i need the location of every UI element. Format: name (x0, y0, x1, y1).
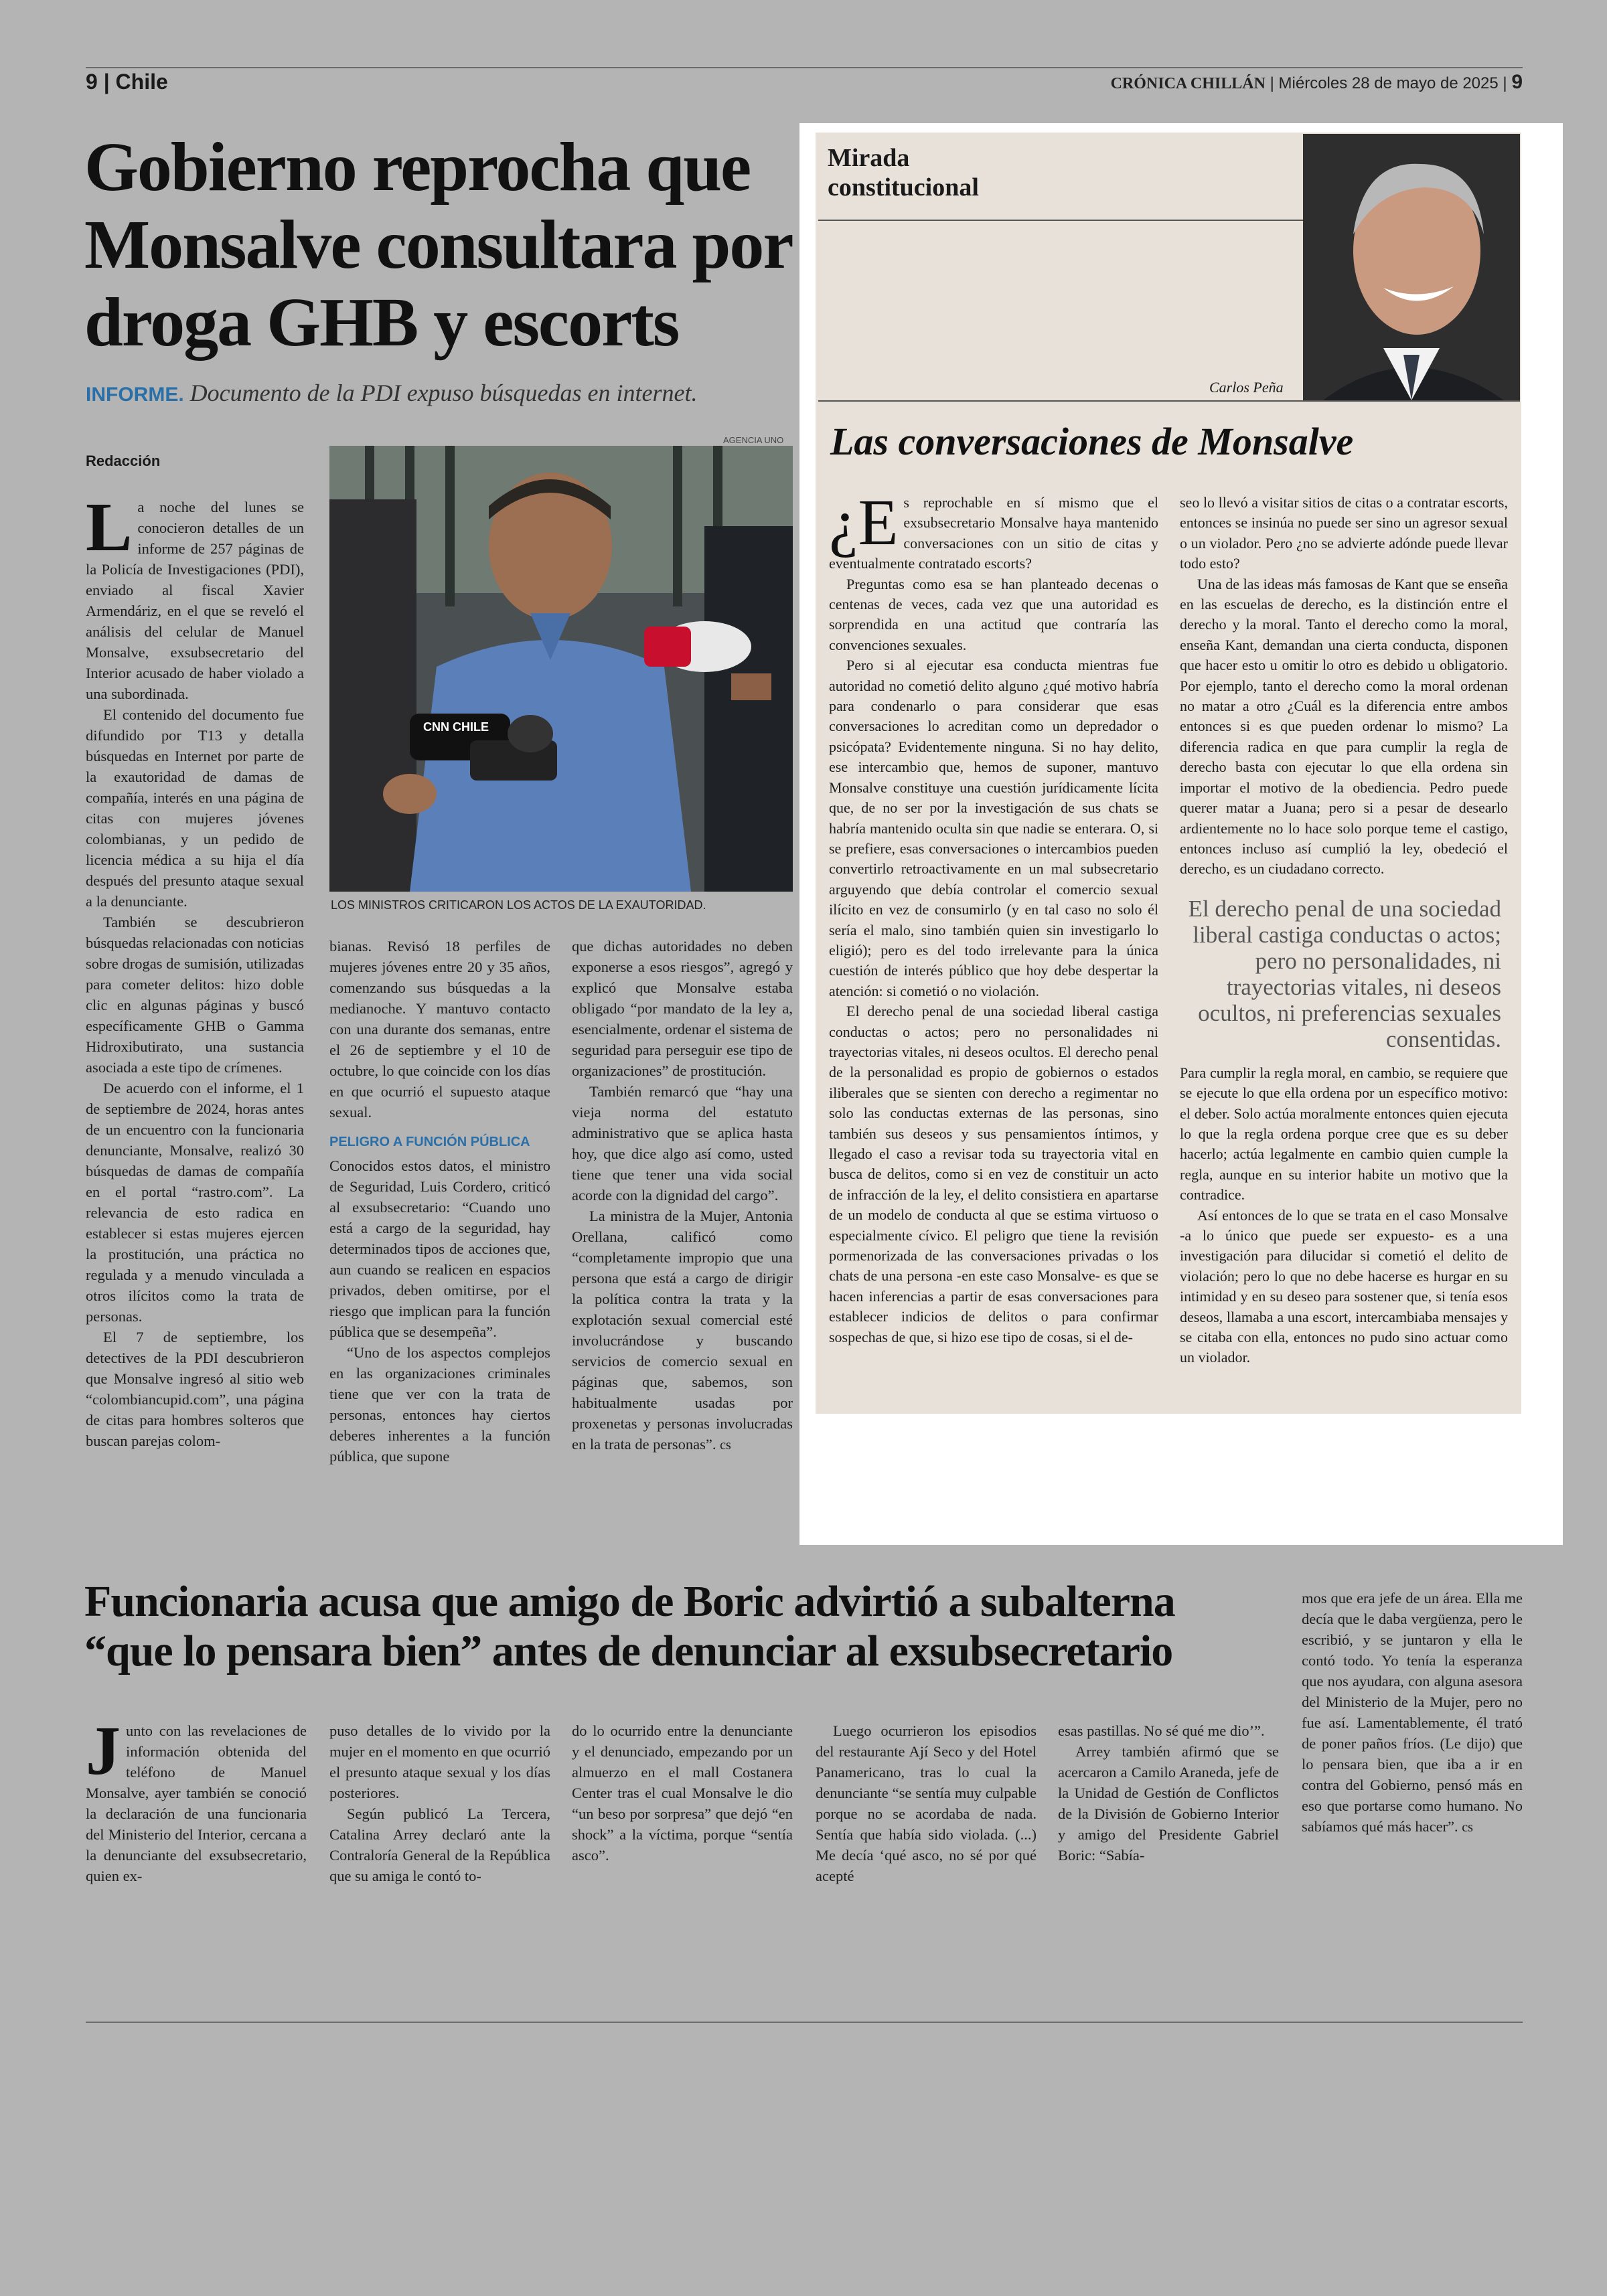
main-column-3: que dichas autoridades no deben exponerse a esos riesgos”, agregó y explicó que Monsalve estaba obligado “por mandato de la ley a, esencialmente, ordenar el sistema de seguridad para perseguir ese tipo de organizaciones” de prostitución. También remarcó que “hay una vieja norma del estatuto administrativo que se aplica hasta hoy, que dice algo así como, usted tiene que tener una vida social acorde con la dignidad del cargo”. La ministra de la Mujer, Antonia Orellana, calificó como “completamente impropio que una persona que está a cargo de dirigir la política contra la trata y la explotación sexual comercial esté involucrándose y buscando servicios de comercio sexual en páginas que, sabemos, son habitualmente usadas por proxenetas y personas involucradas en la trata de personas”. cs (572, 938, 793, 1453)
second-column-6: mos que era jefe de un área. Ella me decía que le daba vergüenza, pero le escribió, y se juntaron y ella le contó todo. Yo tenía la esperanza que nos ayudara, con alguna asesora del Ministerio de la Mujer, pero no fue así. Lamentablemente, él trató de poner paños fríos. (Le dijo) que lo pensara bien, que iba a ir en contra del Gobierno, pensó más en eso que portarse como humano. No sabíamos qué más hacer”. cs (1302, 1590, 1523, 1835)
photo-illustration (329, 446, 793, 892)
subhead-peligro: PELIGRO A FUNCIÓN PÚBLICA (329, 1135, 530, 1149)
end-mark: cs (720, 1438, 731, 1453)
photo-caption: LOS MINISTROS CRITICARON LOS ACTOS DE LA EXAUTORIDAD. (331, 898, 706, 912)
folio-left: 9 | Chile (86, 70, 168, 94)
pull-quote: El derecho penal de una sociedad liberal castiga conductas o actos; pero no personalidades, ni trayectorias vitales, ni deseos ocultos, ni preferencias sexuales consentidas. (1188, 895, 1501, 1052)
column-drop-cap: ¿E (829, 487, 899, 559)
second-headline: Funcionaria acusa que amigo de Boric advirtió a subalterna “que lo pensara bien” antes de denunciar al exsubsecretario (84, 1577, 1175, 1675)
author-portrait (1303, 134, 1520, 400)
byline: Redacción (86, 453, 161, 469)
opinion-column-2: seo lo llevó a visitar sitios de citas o a contratar escorts, entonces se insinúa no puede ser sino un agresor sexual o un violador. Pero ¿no se advierte adónde puede llevar todo esto? Una de las ideas más famosas de Kant que se enseña en las escuelas de derecho, es la distinción entre el derecho y la moral. Tanto el derecho como la moral, enseña Kant, demandan una cierta conducta, disponen que hacer esto u omitir lo otro es debido u obligatorio. Por ejemplo, tanto el derecho como la moral ordenan no matar a otro ¿Cuál es la diferencia entre ambos entonces si es que pueden ordenar lo mismo? La diferencia radica en que para cumplir la regla de derecho basta con ejecutar lo que ella ordena sin importar el motivo de la obediencia. Pedro puede querer matar a Juana; pero si a pesar de desearlo ardientemente no lo hace solo porque teme el castigo, entonces incluso así cumplió la ley, obedeció el derecho, es un ciudadano correcto. El derecho penal de una sociedad liberal castiga conductas o actos; pero no personalidades, ni trayectorias vitales, ni deseos ocultos, ni preferencias sexuales consentidas. Para cumplir la regla moral, en cambio, se requiere que se ejecute lo que ella ordena por un específico motivo: el deber. Solo actúa moralmente entonces quien ejecuta lo que la regla ordena porque cree que es su deber hacerlo; actúa legalmente en cambio quien cumple la regla, aunque en su interior habite un motivo que la contradice. Así entonces de lo que se trata en el caso Monsalve -a lo único que puede ser expuesto- es a una investigación para dilucidar si cometió el delito de violación; pero lo que no debe hacerse es hurgar en su intimidad y en su deseo para sostener que, si tenía esos deseos, llamaba a una escort, intercambiaba mensajes y se citaba con ella, entonces no pudo sino actuar como un violador. (1180, 494, 1508, 1366)
mic-label: CNN CHILE (423, 720, 489, 734)
second-column-2: puso detalles de lo vivido por la mujer en el momento en que ocurrió el presunto ataque sexual y los días posteriores. Según publicó La Tercera, Catalina Arrey declaró ante la Contraloría General de la República que su amiga le contó to- (329, 1722, 550, 1884)
main-headline: Gobierno reprocha que Monsalve consultara por droga GHB y escorts (84, 129, 793, 361)
second-column-1: Junto con las revelaciones de información obtenida del teléfono de Manuel Monsalve, ayer también se conoció la declaración de una funcionaria del Ministerio del Interior, cercana a la denunciante del exsubsecretario, quien ex- (86, 1712, 307, 1884)
label-rule (818, 220, 1303, 221)
folio-right: CRÓNICA CHILLÁN | Miércoles 28 de mayo de 2025 | 9 (1110, 71, 1523, 93)
news-photo (329, 446, 793, 892)
second-column-3: do lo ocurrido entre la denunciante y el denunciado, empezando por un almuerzo en el mall Costanera Center tras el cual Monsalve le dio “un beso por sorpresa” que dejó “en shock” a la víctima, porque “sentía asco”. (572, 1722, 793, 1864)
portrait-illustration (1303, 134, 1520, 400)
main-column-2: bianas. Revisó 18 perfiles de mujeres jóvenes entre 20 y 35 años, comenzando sus búsquedas a la medianoche. Y mantuvo contacto con una durante dos semanas, entre el 26 de septiembre y el 10 de octubre, lo que coincide con los días en que ocurrió el supuesto ataque sexual. PELIGRO A FUNCIÓN PÚBLICA Conocidos estos datos, el ministro de Seguridad, Luis Cordero, criticó al exsubsecretario: “Cuando uno está a cargo de la seguridad, hay determinados tipos de acciones que, aun cuando se realicen en espacios privados, deben omitirse, por el riesgo que implican para la función pública que se desempeña”. “Uno de los aspectos complejos en las organizaciones criminales tiene que ver con la trata de personas, entonces hay ciertos deberes inherentes a la función pública, que supone (329, 938, 550, 1465)
second-column-5: esas pastillas. No sé qué me dio’”. Arrey también afirmó que se acercaron a Camilo Araneda, jefe de la Unidad de Gestión de Conflictos de la División de Gobierno Interior y amigo del Presidente Gabriel Boric: “Sabía- (1058, 1722, 1279, 1864)
main-column-1: La noche del lunes se conocieron detalles de un informe de 257 páginas de la Policía de Investigaciones (PDI), enviado al fiscal Xavier Armendáriz, en el que se reveló el análisis del celular de Manuel Monsalve, exsubsecretario del Interior acusado de haber violado a una subordinada. El contenido del documento fue difundido por T13 y detalla búsquedas en Internet por parte de la exautoridad de damas de compañía, interés en una página de citas con mujeres jóvenes colombianas, y un pedido de licencia médica a su hija el día después del presunto ataque sexual a la denunciante. También se descubrieron búsquedas relacionadas con noticias sobre drogas de sumisión, utilizadas para cometer delitos: hizo doble clic en algunas páginas y buscó específicamente GHB o Gamma Hidroxibutirato, una sustancia asociada a este tipo de crímenes. De acuerdo con el informe, el 1 de septiembre de 2024, horas antes de un encuentro con la funcionaria denunciante, Monsalve, realizó 30 búsquedas de damas de compañía en el portal “rastro.com”. La relevancia de esto radica en establecer si estas mujeres ejercen la prostitución, una práctica no regulada y a menudo vinculada a otros ilícitos como la trata de personas. El 7 de septiembre, los detectives de la PDI descubrieron que Monsalve ingresó al sitio web “colombiancupid.com”, una página de citas para hombres solteros que buscan parejas colom- (86, 489, 304, 1449)
opinion-column-1: ¿E s reprochable en sí mismo que el exsubsecretario Monsalve haya mantenido conversaciones con un sitio de citas y eventualmente contratado escorts? Preguntas como esa se han planteado decenas o centenas de veces, cada vez que una autoridad es sorprendida en una actitud que contraría las convenciones sexuales. Pero si al ejecutar esa conducta mientras fue autoridad no cometió delito alguno ¿qué motivo habría para condenarlo o para considerar que esas conversaciones lo acreditan como un depredador o psicópata? Evidentemente ninguna. Si no hay delito, ese intercambio que, hemos de suponer, mantuvo Monsalve constituye una cuestión jurídicamente lícita que, de no ser por la investigación de sus chats se habría mantenido oculta sin que nadie se enterara. O, si se prefiere, esas conversaciones o intercambios pueden convertirlo retroactivamente en un mal subsecretario arguyendo que debía controlar el comercio sexual ilícito en vez de consumirlo (y en tal caso no solo él sería el malo, sino también quien sin investigarlo lo eligió); pero es del todo irrelevante para la única cuestión de interés público que hoy debe despertar la atención: si cometió o no violación. El derecho penal de una sociedad liberal castiga conductas o actos; pero no personalidades ni trayectorias vitales, ni deseos ocultos. El derecho penal de la personalidad es propio de gobiernos o estados iliberales que se sienten con derecho a regimentar no solo las conductas externas de las personas, sino también sus deseos y sus pensamientos íntimos, y llegado el caso a revisar toda su trayectoria vital en busca de delitos, como si en vez de constituir un acto de infracción de la ley, el delito consistiera en apartarse de un modelo de conducta al que se estima virtuoso o especialmente cívico. El peligro que tiene la revisión pormenorizada de las conversaciones privadas o los chats de una persona -en este caso Monsalve- es que se hacen inferencias a partir de esas conversaciones para establecer indicios de delitos o para confirmar sospechas de que, si hizo ese tipo de cosas, si el de- (829, 487, 1158, 1345)
second-end-mark: cs (1462, 1820, 1473, 1835)
main-deck: INFORME. Documento de la PDI expuso búsquedas en internet. (86, 380, 698, 406)
header-top-rule (86, 67, 1523, 68)
column-label: Mirada constitucional (828, 144, 979, 201)
bottom-rule (86, 2022, 1523, 2023)
second-drop-cap: J (86, 1712, 121, 1789)
drop-cap: L (86, 489, 133, 566)
author-name: Carlos Peña (1209, 379, 1284, 396)
column-title: Las conversaciones de Monsalve (830, 420, 1354, 463)
second-column-4: Luego ocurrieron los episodios del restaurante Ají Seco y del Hotel Panamericano, tras lo cual la denunciante “se sentía muy culpable porque no se acordaba de nada. Sentía que había sido violada. (...) Me decía ‘qué asco, no sé por qué acepté (816, 1722, 1037, 1884)
photo-credit: AGENCIA UNO (723, 435, 784, 445)
title-rule (818, 400, 1520, 402)
